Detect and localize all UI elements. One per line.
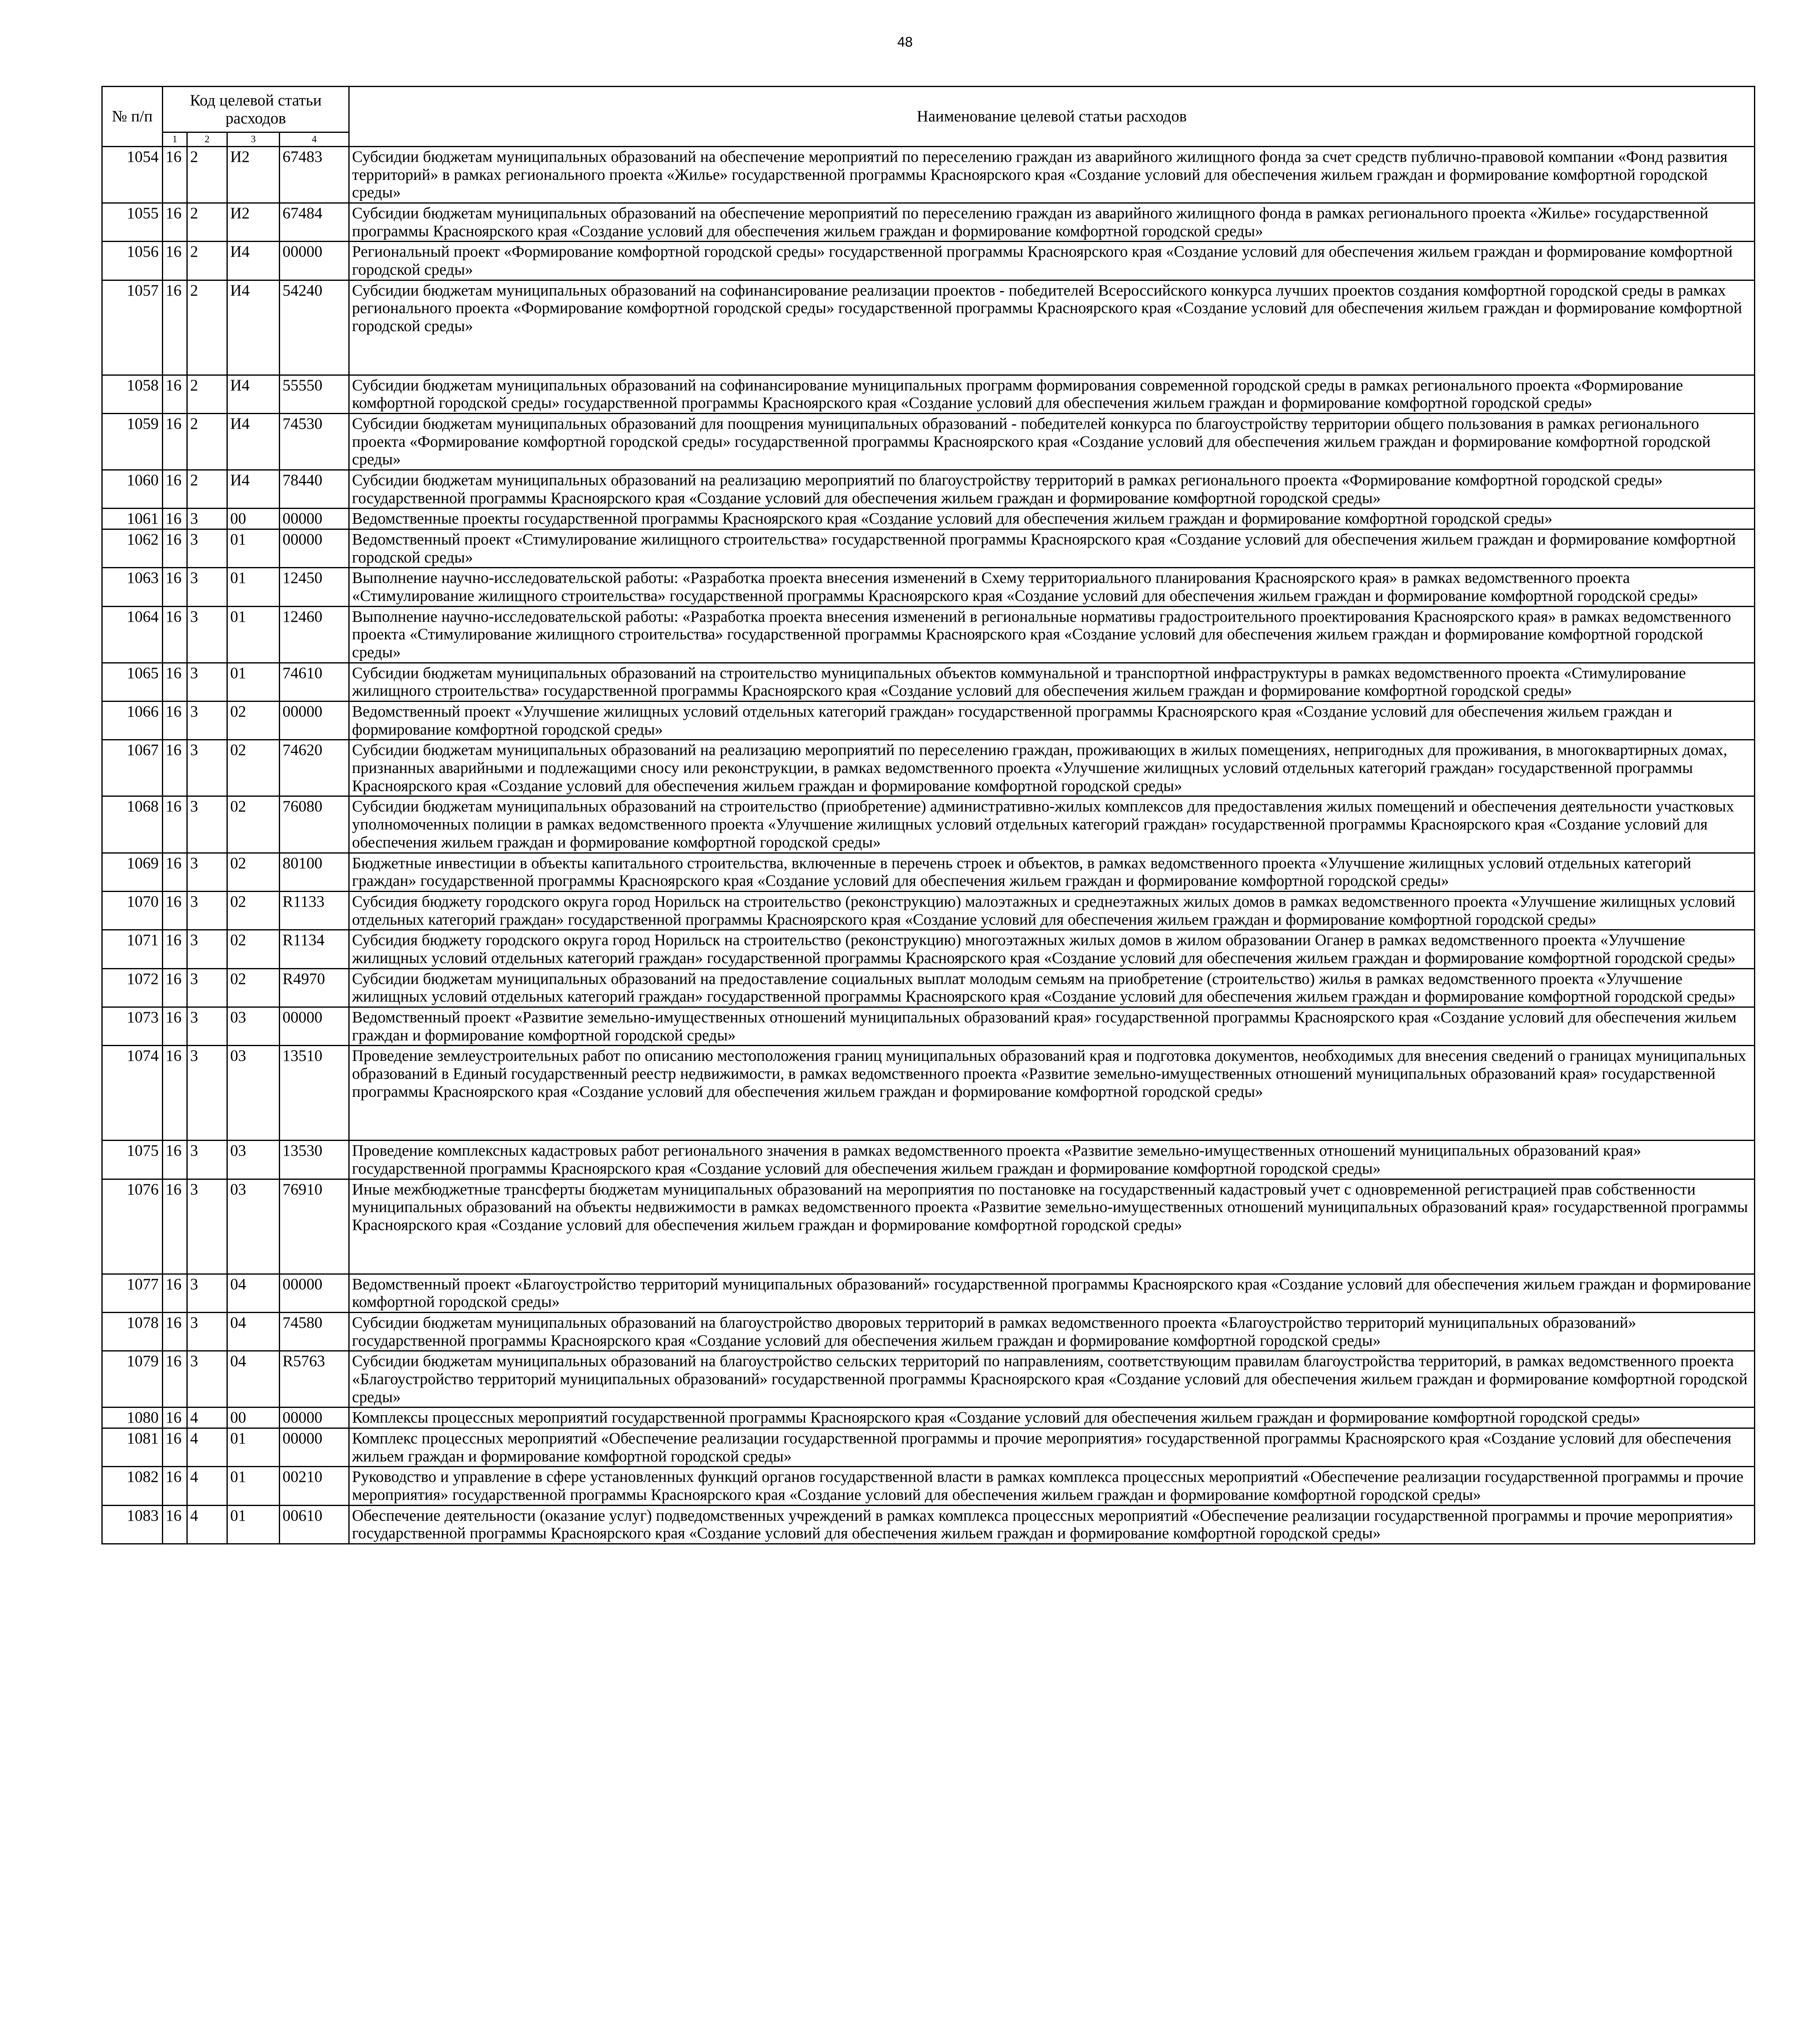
table-row (102, 1428, 1755, 1466)
expense-name: Субсидии бюджетам муниципальных образований на обеспечение мероприятий по переселению граждан из аварийного жилищного фонда за счет средств публично-правовой компании «Фонд развития территорий» в рамках регионального проекта «Жилье» государственной программы Красноярского края «Создание условий для обеспечения жильем граждан и формирование комфортной городской среды» (349, 147, 1755, 203)
code-part-1: 16 (163, 280, 187, 375)
row-number: 1080 (102, 1407, 163, 1428)
code-part-1: 16 (163, 1046, 187, 1141)
code-part-1: 16 (163, 702, 187, 740)
code-part-1: 16 (163, 740, 187, 796)
code-part-2: 2 (187, 147, 227, 203)
code-part-4: 00210 (280, 1467, 349, 1505)
row-number: 1067 (102, 740, 163, 796)
code-part-2: 3 (187, 529, 227, 568)
code-part-3: 03 (227, 1046, 280, 1141)
table-row (102, 1179, 1755, 1274)
code-part-2: 3 (187, 1046, 227, 1141)
expense-name: Ведомственный проект «Улучшение жилищных условий отдельных категорий граждан» государственной программы Красноярского края «Создание условий для обеспечения жильем граждан и формирование комфортной городской среды» (349, 702, 1755, 740)
code-part-2: 3 (187, 891, 227, 930)
expense-name: Ведомственные проекты государственной программы Красноярского края «Создание условий для обеспечения жильем граждан и формирование комфортной городской среды» (349, 509, 1755, 529)
row-number: 1056 (102, 242, 163, 280)
row-number: 1054 (102, 147, 163, 203)
expense-name: Региональный проект «Формирование комфортной городской среды» государственной программы Красноярского края «Создание условий для обеспечения жильем граждан и формирование комфортной городской среды» (349, 242, 1755, 280)
column-number: 2 (187, 132, 227, 147)
code-part-2: 3 (187, 930, 227, 968)
code-part-1: 16 (163, 1505, 187, 1544)
code-part-1: 16 (163, 1007, 187, 1045)
expense-name: Ведомственный проект «Благоустройство территорий муниципальных образований» государственной программы Красноярского края «Создание условий для обеспечения жильем граждан и формирование комфортной городской среды» (349, 1274, 1755, 1312)
expense-name: Субсидии бюджетам муниципальных образований на благоустройство дворовых территорий в рамках ведомственного проекта «Благоустройство территорий муниципальных образований» государственной программы Красноярского края «Создание условий для обеспечения жильем граждан и формирование комфортной городской среды» (349, 1312, 1755, 1351)
code-part-4: 00000 (280, 529, 349, 568)
column-number: 3 (227, 132, 280, 147)
code-part-4: 12460 (280, 606, 349, 663)
expense-name: Субсидии бюджетам муниципальных образований на строительство муниципальных объектов коммунальной и транспортной инфраструктуры в рамках ведомственного проекта «Стимулирование жилищного строительства» государственной программы Красноярского края «Создание условий для обеспечения жильем граждан и формирование комфортной городской среды» (349, 663, 1755, 701)
code-part-2: 4 (187, 1505, 227, 1544)
code-part-4: 74610 (280, 663, 349, 701)
code-part-2: 3 (187, 1179, 227, 1274)
code-part-2: 4 (187, 1428, 227, 1466)
table-row (102, 1312, 1755, 1351)
table-row (102, 242, 1755, 280)
code-part-2: 3 (187, 606, 227, 663)
code-part-1: 16 (163, 663, 187, 701)
code-part-2: 4 (187, 1467, 227, 1505)
row-number: 1072 (102, 968, 163, 1007)
table-row (102, 853, 1755, 891)
code-part-2: 2 (187, 375, 227, 413)
code-part-3: 01 (227, 663, 280, 701)
code-part-3: 02 (227, 796, 280, 853)
code-part-4: 76080 (280, 796, 349, 853)
code-part-1: 16 (163, 509, 187, 529)
code-part-4: 00000 (280, 1007, 349, 1045)
table-row (102, 509, 1755, 529)
expense-name: Ведомственный проект «Развитие земельно-имущественных отношений муниципальных образований края» государственной программы Красноярского края «Создание условий для обеспечения жильем граждан и формирование комфортной городской среды» (349, 1007, 1755, 1045)
code-part-4: 13510 (280, 1046, 349, 1141)
code-part-3: И4 (227, 242, 280, 280)
table-row (102, 529, 1755, 568)
code-part-1: 16 (163, 414, 187, 470)
code-part-3: 00 (227, 509, 280, 529)
row-number: 1070 (102, 891, 163, 930)
table-row (102, 1505, 1755, 1544)
code-part-4: 55550 (280, 375, 349, 413)
code-part-1: 16 (163, 930, 187, 968)
code-part-4: 74620 (280, 740, 349, 796)
code-part-4: R4970 (280, 968, 349, 1007)
code-part-3: 03 (227, 1141, 280, 1179)
code-part-1: 16 (163, 1351, 187, 1407)
code-part-1: 16 (163, 568, 187, 606)
table-row (102, 702, 1755, 740)
code-part-4: 80100 (280, 853, 349, 891)
expense-name: Субсидии бюджетам муниципальных образований на предоставление социальных выплат молодым семьям на приобретение (строительство) жилья в рамках ведомственного проекта «Улучшение жилищных условий отдельных категорий граждан» государственной программы Красноярского края «Создание условий для обеспечения жильем граждан и формирование комфортной городской среды» (349, 968, 1755, 1007)
code-part-1: 16 (163, 968, 187, 1007)
row-number: 1076 (102, 1179, 163, 1274)
code-part-1: 16 (163, 242, 187, 280)
table-row (102, 414, 1755, 470)
expense-name: Ведомственный проект «Стимулирование жилищного строительства» государственной программы Красноярского края «Создание условий для обеспечения жильем граждан и формирование комфортной городской среды» (349, 529, 1755, 568)
table-row (102, 147, 1755, 203)
row-number: 1075 (102, 1141, 163, 1179)
row-number: 1078 (102, 1312, 163, 1351)
code-part-2: 3 (187, 1007, 227, 1045)
row-number: 1055 (102, 203, 163, 242)
table-row (102, 203, 1755, 242)
table-row (102, 1007, 1755, 1045)
code-part-3: И2 (227, 203, 280, 242)
expense-name: Субсидии бюджетам муниципальных образований на софинансирование муниципальных программ формирования современной городской среды в рамках регионального проекта «Формирование комфортной городской среды» государственной программы Красноярского края «Создание условий для обеспечения жильем граждан и формирование комфортной городской среды» (349, 375, 1755, 413)
row-number: 1081 (102, 1428, 163, 1466)
expense-name: Проведение комплексных кадастровых работ регионального значения в рамках ведомственного проекта «Развитие земельно-имущественных отношений муниципальных образований края» государственной программы Красноярского края «Создание условий для обеспечения жильем граждан и формирование комфортной городской среды» (349, 1141, 1755, 1179)
table-row (102, 1407, 1755, 1428)
budget-table (101, 86, 1755, 1544)
code-part-3: 00 (227, 1407, 280, 1428)
header-number: № п/п (102, 87, 163, 147)
expense-name: Субсидии бюджетам муниципальных образований на строительство (приобретение) административно-жилых комплексов для предоставления жилых помещений и обеспечения деятельности участковых уполномоченных полиции в рамках ведомственного проекта «Улучшение жилищных условий отдельных категорий граждан» государственной программы Красноярского края «Создание условий для обеспечения жильем граждан и формирование комфортной городской среды» (349, 796, 1755, 853)
code-part-4: 74580 (280, 1312, 349, 1351)
code-part-4: 00000 (280, 1274, 349, 1312)
table-row (102, 663, 1755, 701)
code-part-4: 54240 (280, 280, 349, 375)
table-row (102, 470, 1755, 509)
row-number: 1064 (102, 606, 163, 663)
code-part-3: 01 (227, 568, 280, 606)
code-part-1: 16 (163, 1179, 187, 1274)
code-part-1: 16 (163, 891, 187, 930)
code-part-1: 16 (163, 1312, 187, 1351)
table-row (102, 1467, 1755, 1505)
code-part-4: 67483 (280, 147, 349, 203)
table-row (102, 1351, 1755, 1407)
expense-name: Иные межбюджетные трансферты бюджетам муниципальных образований на мероприятия по постановке на государственный кадастровый учет с одновременной регистрацией прав собственности муниципальных образований на объекты недвижимости в рамках ведомственного проекта «Развитие земельно-имущественных отношений муниципальных образований края» государственной программы Красноярского края «Создание условий для обеспечения жильем граждан и формирование комфортной городской среды» (349, 1179, 1755, 1274)
table-row (102, 280, 1755, 375)
code-part-3: 01 (227, 529, 280, 568)
row-number: 1071 (102, 930, 163, 968)
code-part-2: 4 (187, 1407, 227, 1428)
code-part-1: 16 (163, 606, 187, 663)
code-part-4: R5763 (280, 1351, 349, 1407)
table-row (102, 606, 1755, 663)
code-part-4: 78440 (280, 470, 349, 509)
code-part-3: 01 (227, 1428, 280, 1466)
expense-name: Субсидии бюджетам муниципальных образований на реализацию мероприятий по переселению граждан, проживающих в жилых помещениях, непригодных для проживания, в многоквартирных домах, признанных аварийными и подлежащими сносу или реконструкции, в рамках ведомственного проекта «Улучшение жилищных условий отдельных категорий граждан» государственной программы Красноярского края «Создание условий для обеспечения жильем граждан и формирование комфортной городской среды» (349, 740, 1755, 796)
table-row (102, 375, 1755, 413)
expense-name: Проведение землеустроительных работ по описанию местоположения границ муниципальных образований края и подготовка документов, необходимых для внесения сведений о границах муниципальных образований в Единый государственный реестр недвижимости, в рамках ведомственного проекта «Развитие земельно-имущественных отношений муниципальных образований края» государственной программы Красноярского края «Создание условий для обеспечения жильем граждан и формирование комфортной городской среды» (349, 1046, 1755, 1141)
code-part-1: 16 (163, 1467, 187, 1505)
expense-name: Субсидия бюджету городского округа город Норильск на строительство (реконструкцию) малоэтажных и среднеэтажных жилых домов в рамках ведомственного проекта «Улучшение жилищных условий отдельных категорий граждан» государственной программы Красноярского края «Создание условий для обеспечения жильем граждан и формирование комфортной городской среды» (349, 891, 1755, 930)
header-code: Код целевой статьи расходов (163, 87, 349, 132)
code-part-2: 3 (187, 702, 227, 740)
row-number: 1058 (102, 375, 163, 413)
code-part-3: 02 (227, 968, 280, 1007)
row-number: 1068 (102, 796, 163, 853)
table-header-row (102, 87, 1755, 132)
code-part-2: 3 (187, 568, 227, 606)
row-number: 1062 (102, 529, 163, 568)
code-part-2: 3 (187, 1141, 227, 1179)
code-part-2: 2 (187, 280, 227, 375)
row-number: 1066 (102, 702, 163, 740)
code-part-1: 16 (163, 796, 187, 853)
expense-name: Субсидии бюджетам муниципальных образований на обеспечение мероприятий по переселению граждан из аварийного жилищного фонда в рамках регионального проекта «Жилье» государственной программы Красноярского края «Создание условий для обеспечения жильем граждан и формирование комфортной городской среды» (349, 203, 1755, 242)
row-number: 1065 (102, 663, 163, 701)
code-part-2: 2 (187, 203, 227, 242)
code-part-4: 67484 (280, 203, 349, 242)
code-part-3: 02 (227, 702, 280, 740)
code-part-2: 3 (187, 968, 227, 1007)
expense-name: Комплексы процессных мероприятий государственной программы Красноярского края «Создание условий для обеспечения жильем граждан и формирование комфортной городской среды» (349, 1407, 1755, 1428)
code-part-1: 16 (163, 1407, 187, 1428)
code-part-1: 16 (163, 470, 187, 509)
code-part-1: 16 (163, 147, 187, 203)
code-part-3: И4 (227, 470, 280, 509)
code-part-4: 74530 (280, 414, 349, 470)
code-part-3: 02 (227, 853, 280, 891)
code-part-1: 16 (163, 1274, 187, 1312)
expense-name: Бюджетные инвестиции в объекты капитального строительства, включенные в перечень строек и объектов, в рамках ведомственного проекта «Улучшение жилищных условий отдельных категорий граждан» государственной программы Красноярского края «Создание условий для обеспечения жильем граждан и формирование комфортной городской среды» (349, 853, 1755, 891)
code-part-2: 3 (187, 853, 227, 891)
code-part-3: 02 (227, 930, 280, 968)
table-row (102, 1141, 1755, 1179)
code-part-2: 3 (187, 663, 227, 701)
code-part-4: 00000 (280, 1407, 349, 1428)
table-row (102, 1046, 1755, 1141)
code-part-4: R1134 (280, 930, 349, 968)
row-number: 1060 (102, 470, 163, 509)
code-part-2: 3 (187, 1351, 227, 1407)
table-row (102, 891, 1755, 930)
code-part-3: И4 (227, 375, 280, 413)
table-row (102, 796, 1755, 853)
expense-name: Субсидии бюджетам муниципальных образований на реализацию мероприятий по благоустройству территорий в рамках регионального проекта «Формирование комфортной городской среды» государственной программы Красноярского края «Создание условий для обеспечения жильем граждан и формирование комфортной городской среды» (349, 470, 1755, 509)
expense-name: Обеспечение деятельности (оказание услуг) подведомственных учреждений в рамках комплекса процессных мероприятий «Обеспечение реализации государственной программы и прочие мероприятия» государственной программы Красноярского края «Создание условий для обеспечения жильем граждан и формирование комфортной городской среды» (349, 1505, 1755, 1544)
expense-name: Субсидии бюджетам муниципальных образований для поощрения муниципальных образований - победителей конкурса по благоустройству территории общего пользования в рамках регионального проекта «Формирование комфортной городской среды» государственной программы Красноярского края «Создание условий для обеспечения жильем граждан и формирование комфортной городской среды» (349, 414, 1755, 470)
code-part-4: 76910 (280, 1179, 349, 1274)
column-number: 1 (163, 132, 187, 147)
code-part-2: 3 (187, 1312, 227, 1351)
code-part-4: 00000 (280, 702, 349, 740)
expense-name: Выполнение научно-исследовательской работы: «Разработка проекта внесения изменений в региональные нормативы градостроительного проектирования Красноярского края» в рамках ведомственного проекта «Стимулирование жилищного строительства» государственной программы Красноярского края «Создание условий для обеспечения жильем граждан и формирование комфортной городской среды» (349, 606, 1755, 663)
code-part-4: 12450 (280, 568, 349, 606)
row-number: 1069 (102, 853, 163, 891)
expense-name: Субсидии бюджетам муниципальных образований на софинансирование реализации проектов - победителей Всероссийского конкурса лучших проектов создания комфортной городской среды в рамках регионального проекта «Формирование комфортной городской среды» государственной программы Красноярского края «Создание условий для обеспечения жильем граждан и формирование комфортной городской среды» (349, 280, 1755, 375)
row-number: 1057 (102, 280, 163, 375)
code-part-1: 16 (163, 1428, 187, 1466)
code-part-3: 04 (227, 1274, 280, 1312)
code-part-3: 01 (227, 606, 280, 663)
row-number: 1073 (102, 1007, 163, 1045)
code-part-4: R1133 (280, 891, 349, 930)
code-part-2: 3 (187, 796, 227, 853)
code-part-3: И4 (227, 414, 280, 470)
expense-name: Выполнение научно-исследовательской работы: «Разработка проекта внесения изменений в Схему территориального планирования Красноярского края» в рамках ведомственного проекта «Стимулирование жилищного строительства» государственной программы Красноярского края «Создание условий для обеспечения жильем граждан и формирование комфортной городской среды» (349, 568, 1755, 606)
row-number: 1077 (102, 1274, 163, 1312)
column-number: 4 (280, 132, 349, 147)
code-part-3: 03 (227, 1007, 280, 1045)
code-part-2: 2 (187, 414, 227, 470)
code-part-3: 03 (227, 1179, 280, 1274)
code-part-4: 13530 (280, 1141, 349, 1179)
code-part-4: 00000 (280, 242, 349, 280)
code-part-3: 02 (227, 891, 280, 930)
table-row (102, 568, 1755, 606)
table-row (102, 1274, 1755, 1312)
row-number: 1061 (102, 509, 163, 529)
row-number: 1079 (102, 1351, 163, 1407)
code-part-3: И4 (227, 280, 280, 375)
expense-name: Субсидия бюджету городского округа город Норильск на строительство (реконструкцию) многоэтажных жилых домов в жилом образовании Оганер в рамках ведомственного проекта «Улучшение жилищных условий отдельных категорий граждан» государственной программы Красноярского края «Создание условий для обеспечения жильем граждан и формирование комфортной городской среды» (349, 930, 1755, 968)
code-part-4: 00610 (280, 1505, 349, 1544)
code-part-1: 16 (163, 529, 187, 568)
row-number: 1063 (102, 568, 163, 606)
row-number: 1082 (102, 1467, 163, 1505)
table-row (102, 740, 1755, 796)
code-part-2: 2 (187, 242, 227, 280)
code-part-3: И2 (227, 147, 280, 203)
code-part-1: 16 (163, 1141, 187, 1179)
code-part-2: 3 (187, 1274, 227, 1312)
code-part-3: 02 (227, 740, 280, 796)
expense-name: Субсидии бюджетам муниципальных образований на благоустройство сельских территорий по направлениям, соответствующим правилам благоустройства территорий, в рамках ведомственного проекта «Благоустройство территорий муниципальных образований» государственной программы Красноярского края «Создание условий для обеспечения жильем граждан и формирование комфортной городской среды» (349, 1351, 1755, 1407)
table-row (102, 930, 1755, 968)
code-part-2: 3 (187, 509, 227, 529)
code-part-1: 16 (163, 203, 187, 242)
code-part-3: 01 (227, 1467, 280, 1505)
code-part-1: 16 (163, 375, 187, 413)
code-part-3: 01 (227, 1505, 280, 1544)
header-name: Наименование целевой статьи расходов (349, 87, 1755, 147)
code-part-2: 3 (187, 740, 227, 796)
page-number: 48 (897, 34, 913, 50)
expense-name: Комплекс процессных мероприятий «Обеспечение реализации государственной программы и прочие мероприятия» государственной программы Красноярского края «Создание условий для обеспечения жильем граждан и формирование комфортной городской среды» (349, 1428, 1755, 1466)
row-number: 1083 (102, 1505, 163, 1544)
code-part-2: 2 (187, 470, 227, 509)
code-part-4: 00000 (280, 509, 349, 529)
row-number: 1074 (102, 1046, 163, 1141)
row-number: 1059 (102, 414, 163, 470)
code-part-3: 04 (227, 1312, 280, 1351)
code-part-3: 04 (227, 1351, 280, 1407)
expense-name: Руководство и управление в сфере установленных функций органов государственной власти в рамках комплекса процессных мероприятий «Обеспечение реализации государственной программы и прочие мероприятия» государственной программы Красноярского края «Создание условий для обеспечения жильем граждан и формирование комфортной городской среды» (349, 1467, 1755, 1505)
table-row (102, 968, 1755, 1007)
code-part-1: 16 (163, 853, 187, 891)
code-part-4: 00000 (280, 1428, 349, 1466)
